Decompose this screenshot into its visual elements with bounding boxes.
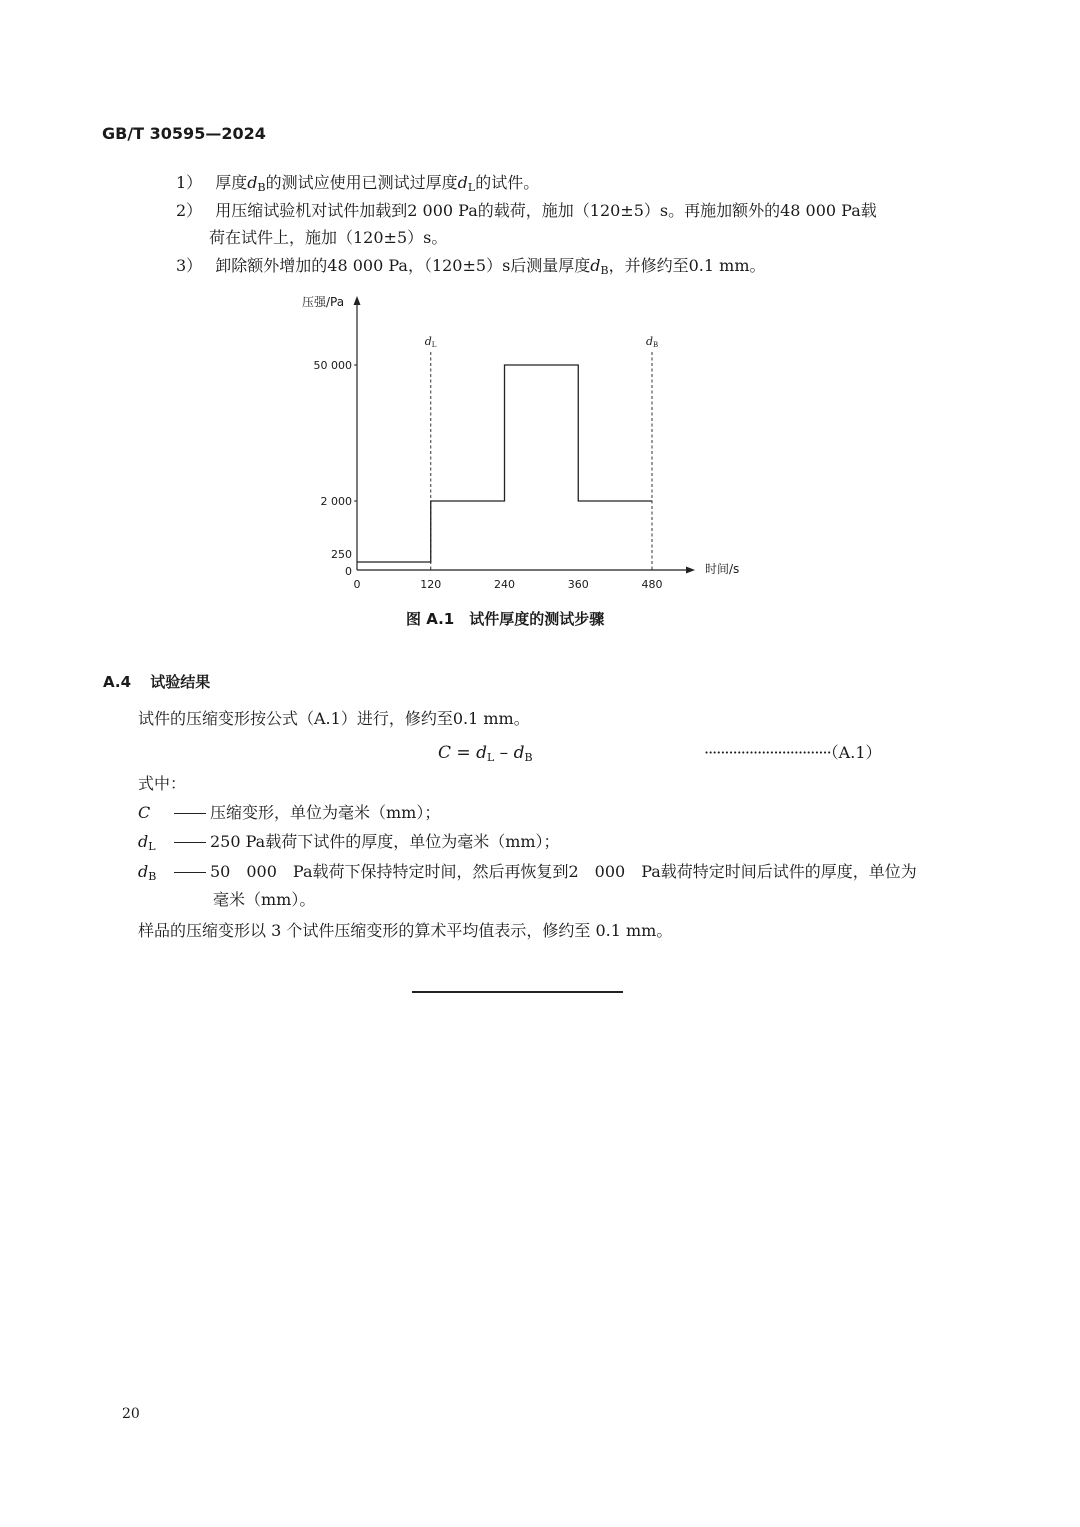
section-number: A.4	[103, 673, 132, 691]
formula-d1-sub: L	[486, 751, 495, 764]
formula-lhs: C	[438, 743, 452, 763]
subscript: L	[467, 181, 476, 194]
symbol-d: d	[457, 173, 468, 192]
def-symbol: d	[138, 862, 149, 881]
def-text: 250 Pa载荷下试件的厚度，单位为毫米（mm）；	[210, 832, 560, 851]
y-axis-arrow	[354, 296, 361, 305]
formula-minus: –	[494, 743, 514, 763]
marker-label: dL	[424, 335, 437, 349]
end-rule	[412, 991, 623, 993]
standard-code: GB/T 30595—2024	[102, 124, 266, 143]
y-tick-label: 0	[345, 565, 352, 578]
pressure-time-chart	[0, 0, 1080, 600]
y-tick-label: 50 000	[313, 359, 352, 372]
paragraph-average: 样品的压缩变形以 3 个试件压缩变形的算术平均值表示，修约至 0.1 mm。	[138, 921, 673, 940]
section-heading	[103, 671, 210, 692]
step-text: 用压缩试验机对试件加载到2 000 Pa的载荷，施加（120±5）s。再施加额外的48 000 Pa载	[215, 201, 877, 220]
step-number: 1）	[176, 173, 203, 192]
x-axis-arrow	[686, 567, 695, 574]
leader-dots: ·······························	[704, 743, 831, 762]
step-text: 厚度	[215, 173, 248, 192]
em-dash	[174, 872, 206, 873]
marker-label: dB	[646, 335, 659, 349]
definition-dl	[138, 831, 560, 853]
step-2-cont: 荷在试件上，施加（120±5）s。	[209, 228, 448, 247]
x-tick-label: 240	[494, 578, 515, 591]
x-tick-label: 360	[567, 578, 589, 591]
formula-d1: d	[476, 743, 487, 763]
x-tick-label: 120	[420, 578, 442, 591]
page-number: 20	[122, 1406, 140, 1422]
y-tick-label: 2 000	[320, 495, 352, 508]
def-subscript: L	[148, 840, 156, 853]
symbol-d: d	[247, 173, 258, 192]
def-symbol: d	[138, 832, 149, 851]
x-tick-label: 0	[353, 578, 361, 591]
section-title: 试验结果	[150, 673, 211, 691]
pressure-series-line	[357, 365, 652, 562]
formula-d2-sub: B	[524, 751, 533, 764]
definition-db	[138, 861, 917, 883]
em-dash	[174, 842, 206, 843]
def-text: 50 000 Pa载荷下保持特定时间，然后再恢复到2 000 Pa载荷特定时间后试件的厚度，单位为	[210, 862, 917, 881]
definition-db-cont: 毫米（mm）。	[213, 890, 316, 909]
step-number: 2）	[176, 201, 203, 220]
symbol-d: d	[590, 256, 601, 275]
x-tick-label: 480	[641, 578, 663, 591]
formula-d2: d	[513, 743, 525, 763]
y-tick-label: 250	[331, 548, 352, 561]
def-symbol: C	[138, 803, 151, 822]
definition-c	[138, 802, 440, 824]
x-axis-label: 时间/s	[705, 562, 740, 576]
step-text: 卸除额外增加的48 000 Pa，（120±5）s后测量厚度	[215, 256, 591, 275]
em-dash	[174, 813, 206, 814]
step-text: 的试件。	[475, 173, 540, 192]
y-axis-label: 压强/Pa	[302, 295, 345, 309]
def-subscript: B	[148, 870, 157, 883]
step-number: 3）	[176, 256, 203, 275]
subscript: B	[600, 264, 609, 277]
def-text: 压缩变形，单位为毫米（mm）；	[210, 803, 441, 822]
equation-number: （A.1）	[830, 743, 882, 762]
formula-number	[704, 742, 882, 764]
step-text: ，并修约至0.1 mm。	[608, 256, 766, 275]
paragraph-formula-intro: 试件的压缩变形按公式（A.1）进行，修约至0.1 mm。	[138, 709, 530, 728]
formula-eq: =	[451, 743, 477, 763]
formula	[438, 742, 533, 764]
figure-caption: 图 A.1 试件厚度的测试步骤	[406, 610, 605, 628]
where-label: 式中：	[138, 774, 187, 793]
subscript: B	[257, 181, 266, 194]
step-text: 的测试应使用已测试过厚度	[265, 173, 458, 192]
